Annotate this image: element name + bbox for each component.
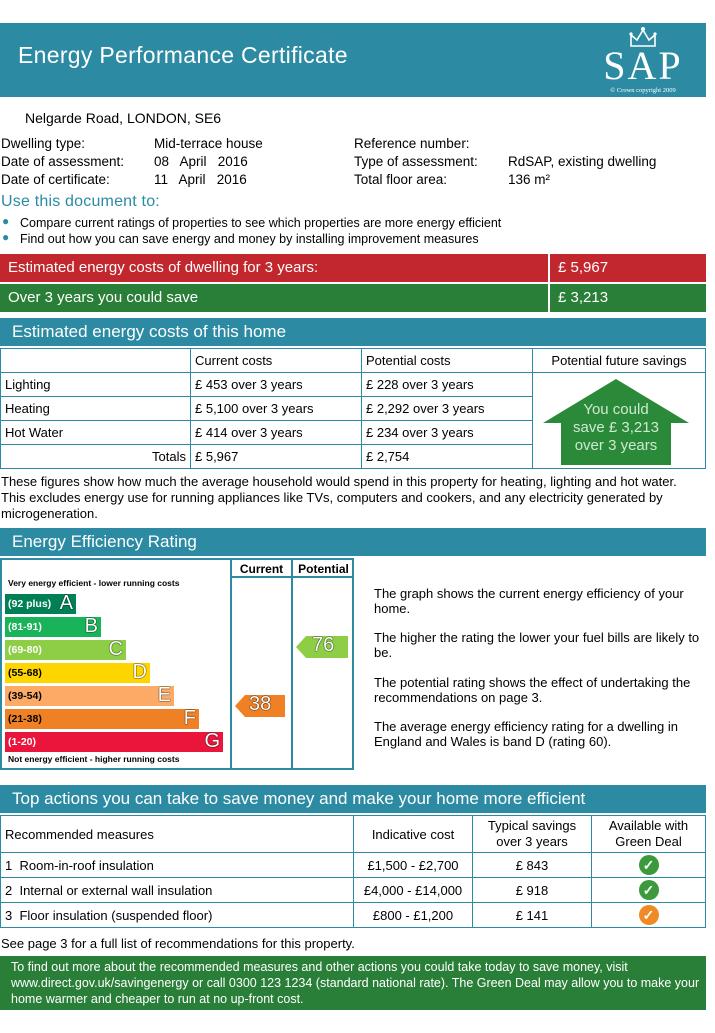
assessment-type-label: Type of assessment: — [354, 154, 478, 169]
cost-row-name: Heating — [1, 397, 191, 421]
estimated-cost-bar — [0, 254, 548, 282]
save-value: £ 3,213 — [558, 289, 609, 306]
col-green-line-1: Available with — [608, 818, 689, 833]
band-letter: A — [59, 592, 73, 614]
house-line-1: You could — [583, 401, 649, 418]
table-header-row — [1, 816, 706, 853]
rating-section-header — [0, 528, 706, 556]
estimated-cost-label: Estimated energy costs of dwelling for 3 years: — [8, 259, 319, 276]
potential-rating-value: 76 — [312, 634, 335, 656]
cost-row-current: £ 414 over 3 years — [191, 421, 362, 445]
costs-section-header — [0, 318, 706, 346]
cost-row-potential: £ 228 over 3 years — [362, 373, 533, 397]
rating-text-1: The graph shows the current energy efficiency of your home. — [374, 586, 684, 616]
band-d — [5, 663, 150, 683]
current-rating-value: 38 — [249, 693, 272, 715]
save-bar — [0, 284, 548, 312]
certificate-date-value: 11 April 2016 — [154, 172, 247, 187]
band-letter: G — [204, 730, 220, 752]
house-savings-text — [533, 401, 699, 455]
check-icon: ✓ — [639, 855, 659, 875]
floor-area-value: 136 m² — [508, 172, 551, 187]
col-potential-rating: Potential — [298, 562, 349, 576]
band-a — [5, 594, 76, 614]
band-range: (55-68) — [8, 667, 42, 679]
col-savings-line-2: over 3 years — [496, 834, 568, 849]
costs-table — [0, 348, 706, 469]
crown-copyright: © Crown copyright 2009 — [610, 87, 676, 94]
band-e — [5, 686, 174, 706]
top-caption: Very energy efficient - lower running costs — [8, 578, 180, 588]
check-icon: ✓ — [639, 905, 659, 925]
green-deal-cell — [592, 878, 706, 903]
band-g — [5, 732, 223, 752]
col-green-deal — [592, 816, 706, 853]
property-address: Nelgarde Road, LONDON, SE6 — [25, 110, 222, 126]
measure-cell — [1, 878, 354, 903]
measure-name: Internal or external wall insulation — [19, 882, 213, 898]
save-label: Over 3 years you could save — [8, 289, 199, 306]
col-current-rating: Current — [239, 562, 284, 576]
house-line-3: over 3 years — [574, 437, 658, 454]
dwelling-type-label: Dwelling type: — [1, 136, 86, 151]
band-letter: F — [183, 707, 196, 729]
measure-number: 1 — [5, 857, 13, 873]
band-letter: C — [108, 638, 123, 660]
band-range: (81-91) — [8, 621, 42, 633]
floor-area-label: Total floor area: — [354, 172, 448, 187]
col-future-savings: Potential future savings — [533, 349, 706, 373]
band-range: (1-20) — [8, 736, 37, 748]
band-letter: D — [132, 661, 147, 683]
page-title: Energy Performance Certificate — [18, 42, 348, 68]
measure-saving: £ 918 — [473, 878, 592, 903]
totals-current: £ 5,967 — [191, 445, 362, 469]
measure-cost: £800 - £1,200 — [354, 903, 473, 928]
measure-number: 3 — [5, 907, 13, 923]
costs-note: These figures show how much the average household would spend in this property for heating, lighting and hot water. This excludes energy use for running appliances like TVs, computers and cookers, and any electricity generated by microgeneration. — [1, 474, 677, 521]
measure-saving: £ 843 — [473, 853, 592, 878]
rating-text-2: The higher the rating the lower your fuel bills are likely to be. — [374, 630, 700, 660]
dwelling-type-value: Mid-terrace house — [154, 136, 263, 151]
measure-name: Floor insulation (suspended floor) — [19, 907, 213, 923]
totals-label: Totals — [1, 445, 191, 469]
col-current-costs: Current costs — [191, 349, 362, 373]
cost-row-potential: £ 2,292 over 3 years — [362, 397, 533, 421]
table-header-row — [1, 349, 706, 373]
measure-number: 2 — [5, 882, 13, 898]
bullet-icon: ● — [2, 214, 10, 228]
band-range: (92 plus) — [8, 598, 52, 610]
band-c — [5, 640, 126, 660]
measure-cell — [1, 853, 354, 878]
chart-divider — [291, 560, 293, 770]
table-row — [1, 853, 706, 878]
future-savings-cell — [533, 373, 706, 469]
table-cell — [1, 349, 191, 373]
band-range: (21-38) — [8, 713, 42, 725]
current-rating-arrow — [235, 695, 285, 717]
col-measures: Recommended measures — [1, 816, 354, 853]
actions-section-title: Top actions you can take to save money and make your home more efficient — [12, 789, 586, 808]
page-note: See page 3 for a full list of recommendations for this property. — [1, 936, 355, 951]
green-deal-cell — [592, 853, 706, 878]
sap-logo-text: SAP — [603, 43, 683, 88]
costs-section-title: Estimated energy costs of this home — [12, 322, 287, 341]
bottom-caption: Not energy efficient - higher running costs — [8, 754, 180, 764]
band-range: (69-80) — [8, 644, 42, 656]
table-row — [1, 903, 706, 928]
use-document-title: Use this document to: — [1, 193, 160, 210]
table-row — [1, 373, 706, 397]
assessment-type-value: RdSAP, existing dwelling — [508, 154, 657, 169]
sap-logo — [588, 26, 698, 94]
save-value-box — [550, 284, 706, 312]
rating-text-4: The average energy efficiency rating for a dwelling in England and Wales is band D (rating 60). — [374, 719, 678, 749]
band-f — [5, 709, 199, 729]
cost-row-name: Lighting — [1, 373, 191, 397]
col-typical-savings — [473, 816, 592, 853]
potential-rating-arrow — [296, 636, 348, 658]
assessment-date-value: 08 April 2016 — [154, 154, 248, 169]
use-bullet-2: Find out how you can save energy and money by installing improvement measures — [20, 232, 479, 246]
rating-section-title: Energy Efficiency Rating — [12, 532, 197, 551]
green-deal-cell — [592, 903, 706, 928]
col-indicative-cost: Indicative cost — [354, 816, 473, 853]
assessment-date-label: Date of assessment: — [1, 154, 125, 169]
estimated-cost-value: £ 5,967 — [558, 259, 609, 276]
reference-label: Reference number: — [354, 136, 470, 151]
chart-divider — [232, 576, 354, 578]
bullet-icon: ● — [2, 230, 10, 244]
footer-info-box — [0, 956, 706, 1010]
chart-divider — [230, 560, 232, 770]
band-range: (39-54) — [8, 690, 42, 702]
measure-saving: £ 141 — [473, 903, 592, 928]
col-potential-costs: Potential costs — [362, 349, 533, 373]
totals-potential: £ 2,754 — [362, 445, 533, 469]
cost-row-potential: £ 234 over 3 years — [362, 421, 533, 445]
col-savings-line-1: Typical savings — [487, 818, 577, 833]
cost-row-current: £ 5,100 over 3 years — [191, 397, 362, 421]
footer-text: To find out more about the recommended measures and other actions you could take today to save money, visit www.direct.gov.uk/savingenergy or call 0300 123 1234 (standard national rate). The Green Deal may allow you to make your home warmer and cheaper to run at no up-front cost. — [11, 960, 700, 1006]
actions-section-header — [0, 785, 706, 813]
check-icon: ✓ — [639, 880, 659, 900]
certificate-date-label: Date of certificate: — [1, 172, 110, 187]
measure-cell — [1, 903, 354, 928]
crown-icon — [628, 26, 658, 48]
measure-cost: £1,500 - £2,700 — [354, 853, 473, 878]
band-b — [5, 617, 101, 637]
band-letter: E — [157, 684, 171, 706]
measure-cost: £4,000 - £14,000 — [354, 878, 473, 903]
table-row — [1, 878, 706, 903]
actions-table — [0, 815, 706, 928]
rating-text-3: The potential rating shows the effect of undertaking the recommendations on page 3. — [374, 675, 691, 705]
cost-row-name: Hot Water — [1, 421, 191, 445]
house-line-2: save £ 3,213 — [573, 419, 659, 436]
col-green-line-2: Green Deal — [615, 834, 682, 849]
measure-name: Room-in-roof insulation — [19, 857, 154, 873]
cost-row-current: £ 453 over 3 years — [191, 373, 362, 397]
estimated-cost-value-box — [550, 254, 706, 282]
use-bullet-1: Compare current ratings of properties to see which properties are more energy efficient — [20, 216, 502, 230]
band-letter: B — [84, 615, 98, 637]
